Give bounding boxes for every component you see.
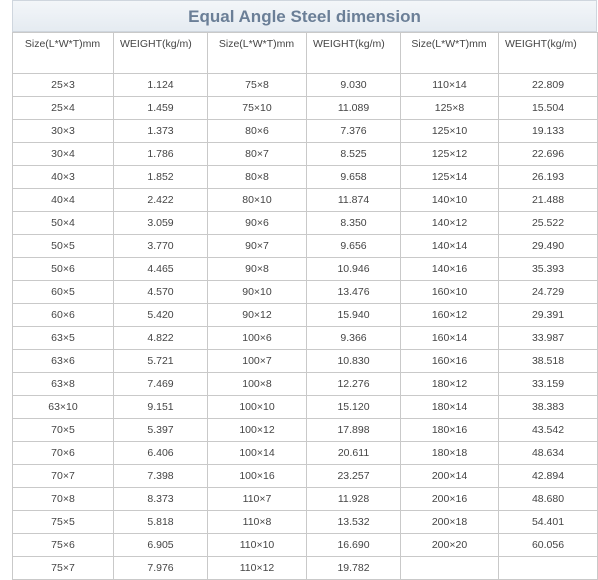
cell-weight: 20.611 [307, 442, 401, 465]
cell-size: 60×5 [13, 281, 114, 304]
cell-weight: 26.193 [499, 166, 598, 189]
cell-size: 63×8 [13, 373, 114, 396]
table-row [13, 189, 598, 212]
cell-weight: 4.465 [114, 258, 208, 281]
cell-size: 160×10 [401, 281, 499, 304]
cell-size: 140×16 [401, 258, 499, 281]
cell-size: 100×12 [208, 419, 307, 442]
cell-weight: 1.459 [114, 97, 208, 120]
table-row [13, 442, 598, 465]
cell-size: 40×4 [13, 189, 114, 212]
cell-weight: 19.133 [499, 120, 598, 143]
cell-size: 100×10 [208, 396, 307, 419]
cell-weight: 9.656 [307, 235, 401, 258]
cell-size: 100×14 [208, 442, 307, 465]
cell-size: 63×10 [13, 396, 114, 419]
cell-size: 30×3 [13, 120, 114, 143]
cell-size: 100×16 [208, 465, 307, 488]
cell-weight: 9.658 [307, 166, 401, 189]
cell-weight: 24.729 [499, 281, 598, 304]
cell-weight: 48.680 [499, 488, 598, 511]
cell-size: 160×16 [401, 350, 499, 373]
cell-weight: 23.257 [307, 465, 401, 488]
cell-size: 160×12 [401, 304, 499, 327]
table-row [13, 419, 598, 442]
cell-weight: 7.376 [307, 120, 401, 143]
cell-size: 140×14 [401, 235, 499, 258]
cell-size: 180×16 [401, 419, 499, 442]
cell-weight [499, 557, 598, 580]
cell-size: 110×12 [208, 557, 307, 580]
cell-weight: 15.120 [307, 396, 401, 419]
header-weight-3: WEIGHT(kg/m) [499, 33, 598, 74]
cell-size: 110×8 [208, 511, 307, 534]
cell-size: 75×5 [13, 511, 114, 534]
table-row [13, 350, 598, 373]
cell-weight: 60.056 [499, 534, 598, 557]
cell-weight: 7.469 [114, 373, 208, 396]
cell-size: 90×7 [208, 235, 307, 258]
cell-size: 80×6 [208, 120, 307, 143]
cell-size: 125×12 [401, 143, 499, 166]
cell-weight: 3.059 [114, 212, 208, 235]
cell-size: 75×10 [208, 97, 307, 120]
cell-weight: 10.946 [307, 258, 401, 281]
cell-size: 110×7 [208, 488, 307, 511]
cell-weight: 2.422 [114, 189, 208, 212]
cell-weight: 11.928 [307, 488, 401, 511]
cell-size: 200×16 [401, 488, 499, 511]
table-row [13, 258, 598, 281]
cell-size: 90×6 [208, 212, 307, 235]
table-row [13, 281, 598, 304]
header-size-2: Size(L*W*T)mm [208, 33, 307, 74]
cell-weight: 6.406 [114, 442, 208, 465]
cell-weight: 29.490 [499, 235, 598, 258]
table-row [13, 557, 598, 580]
cell-size: 70×5 [13, 419, 114, 442]
cell-size: 30×4 [13, 143, 114, 166]
table-row [13, 327, 598, 350]
cell-size: 200×20 [401, 534, 499, 557]
header-weight-1: WEIGHT(kg/m) [114, 33, 208, 74]
cell-weight: 8.350 [307, 212, 401, 235]
cell-weight: 5.721 [114, 350, 208, 373]
dimension-table [12, 32, 598, 580]
cell-size: 90×10 [208, 281, 307, 304]
cell-weight: 25.522 [499, 212, 598, 235]
cell-weight: 8.525 [307, 143, 401, 166]
cell-size: 90×12 [208, 304, 307, 327]
cell-size: 70×6 [13, 442, 114, 465]
cell-size: 125×8 [401, 97, 499, 120]
cell-weight: 9.151 [114, 396, 208, 419]
cell-weight: 1.124 [114, 74, 208, 97]
cell-weight: 5.818 [114, 511, 208, 534]
cell-weight: 12.276 [307, 373, 401, 396]
cell-weight: 43.542 [499, 419, 598, 442]
cell-weight: 33.987 [499, 327, 598, 350]
cell-size: 50×5 [13, 235, 114, 258]
cell-size: 80×8 [208, 166, 307, 189]
cell-weight: 13.476 [307, 281, 401, 304]
cell-size: 180×12 [401, 373, 499, 396]
steel-dimension-table-container [12, 0, 597, 580]
cell-size: 75×8 [208, 74, 307, 97]
cell-weight: 3.770 [114, 235, 208, 258]
cell-size: 140×10 [401, 189, 499, 212]
cell-size: 63×6 [13, 350, 114, 373]
cell-weight: 7.976 [114, 557, 208, 580]
cell-size: 75×7 [13, 557, 114, 580]
cell-weight: 38.518 [499, 350, 598, 373]
cell-size [401, 557, 499, 580]
cell-weight: 1.786 [114, 143, 208, 166]
table-row [13, 97, 598, 120]
cell-weight: 10.830 [307, 350, 401, 373]
cell-size: 100×7 [208, 350, 307, 373]
cell-size: 75×6 [13, 534, 114, 557]
cell-weight: 1.373 [114, 120, 208, 143]
cell-size: 110×14 [401, 74, 499, 97]
cell-weight: 15.504 [499, 97, 598, 120]
table-row [13, 488, 598, 511]
cell-weight: 8.373 [114, 488, 208, 511]
table-title: Equal Angle Steel dimension [12, 0, 597, 32]
table-row [13, 396, 598, 419]
cell-size: 90×8 [208, 258, 307, 281]
cell-weight: 4.570 [114, 281, 208, 304]
cell-weight: 5.420 [114, 304, 208, 327]
cell-weight: 35.393 [499, 258, 598, 281]
header-row [13, 33, 598, 74]
table-row [13, 465, 598, 488]
cell-size: 25×4 [13, 97, 114, 120]
cell-weight: 6.905 [114, 534, 208, 557]
cell-weight: 11.874 [307, 189, 401, 212]
cell-weight: 42.894 [499, 465, 598, 488]
cell-weight: 29.391 [499, 304, 598, 327]
table-row [13, 212, 598, 235]
cell-size: 50×6 [13, 258, 114, 281]
cell-size: 50×4 [13, 212, 114, 235]
cell-size: 180×18 [401, 442, 499, 465]
table-body [13, 74, 598, 580]
cell-weight: 54.401 [499, 511, 598, 534]
header-size-3: Size(L*W*T)mm [401, 33, 499, 74]
table-row [13, 534, 598, 557]
header-size-1: Size(L*W*T)mm [13, 33, 114, 74]
cell-weight: 17.898 [307, 419, 401, 442]
table-row [13, 143, 598, 166]
cell-weight: 21.488 [499, 189, 598, 212]
cell-weight: 7.398 [114, 465, 208, 488]
cell-size: 25×3 [13, 74, 114, 97]
cell-weight: 22.809 [499, 74, 598, 97]
cell-weight: 4.822 [114, 327, 208, 350]
cell-weight: 11.089 [307, 97, 401, 120]
table-row [13, 235, 598, 258]
cell-size: 125×10 [401, 120, 499, 143]
cell-weight: 16.690 [307, 534, 401, 557]
cell-size: 80×7 [208, 143, 307, 166]
cell-weight: 38.383 [499, 396, 598, 419]
cell-size: 160×14 [401, 327, 499, 350]
cell-size: 70×8 [13, 488, 114, 511]
cell-weight: 33.159 [499, 373, 598, 396]
cell-size: 100×6 [208, 327, 307, 350]
cell-weight: 13.532 [307, 511, 401, 534]
cell-size: 110×10 [208, 534, 307, 557]
cell-size: 180×14 [401, 396, 499, 419]
table-row [13, 373, 598, 396]
cell-size: 63×5 [13, 327, 114, 350]
cell-weight: 22.696 [499, 143, 598, 166]
cell-size: 80×10 [208, 189, 307, 212]
cell-weight: 15.940 [307, 304, 401, 327]
table-row [13, 304, 598, 327]
cell-weight: 9.366 [307, 327, 401, 350]
cell-size: 70×7 [13, 465, 114, 488]
cell-weight: 1.852 [114, 166, 208, 189]
cell-size: 100×8 [208, 373, 307, 396]
table-row [13, 511, 598, 534]
header-weight-2: WEIGHT(kg/m) [307, 33, 401, 74]
cell-size: 60×6 [13, 304, 114, 327]
table-row [13, 74, 598, 97]
cell-size: 200×14 [401, 465, 499, 488]
cell-weight: 48.634 [499, 442, 598, 465]
cell-size: 140×12 [401, 212, 499, 235]
cell-weight: 19.782 [307, 557, 401, 580]
cell-size: 40×3 [13, 166, 114, 189]
cell-weight: 9.030 [307, 74, 401, 97]
cell-weight: 5.397 [114, 419, 208, 442]
cell-size: 125×14 [401, 166, 499, 189]
table-row [13, 166, 598, 189]
cell-size: 200×18 [401, 511, 499, 534]
table-row [13, 120, 598, 143]
